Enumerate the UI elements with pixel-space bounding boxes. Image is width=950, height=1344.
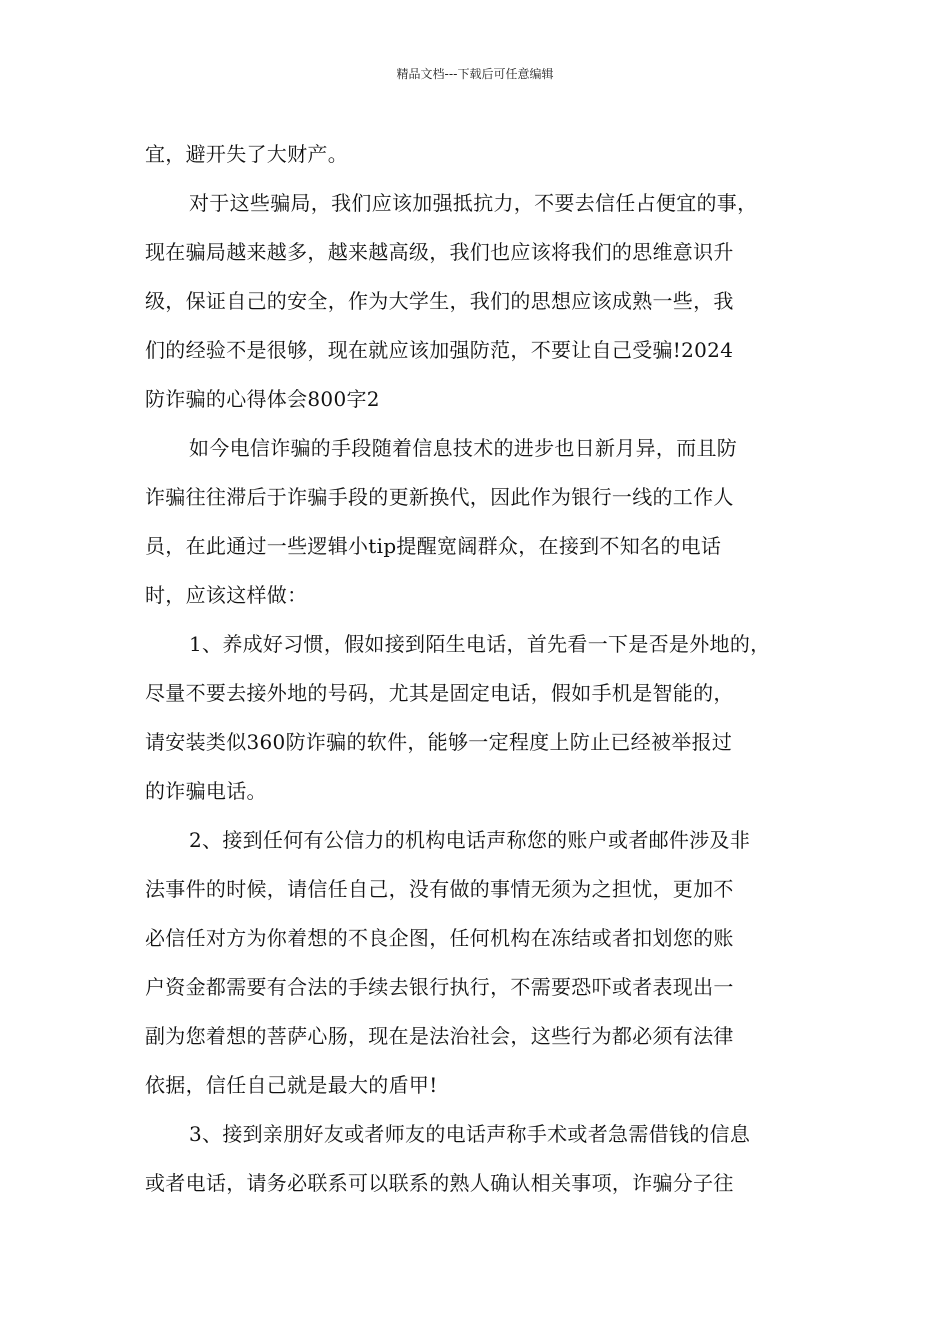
text-line-19: 副为您着想的菩萨心肠，现在是法治社会，这些行为都必须有法律	[145, 1024, 734, 1048]
text-line-17: 必信任对方为你着想的不良企图，任何机构在冻结或者扣划您的账	[145, 926, 734, 950]
text-line-18: 户资金都需要有合法的手续去银行执行，不需要恐吓或者表现出一	[145, 975, 734, 999]
text-line-7: 如今电信诈骗的手段随着信息技术的进步也日新月异，而且防	[189, 436, 738, 460]
text-line-4: 级，保证自己的安全，作为大学生，我们的思想应该成熟一些，我	[145, 289, 734, 313]
text-line-11: 1、养成好习惯，假如接到陌生电话，首先看一下是否是外地的，	[189, 632, 771, 656]
text-line-1: 宜，避开失了大财产。	[145, 142, 348, 166]
text-line-5: 们的经验不是很够，现在就应该加强防范，不要让自己受骗!2024	[145, 338, 734, 362]
text-line-3: 现在骗局越来越多，越来越高级，我们也应该将我们的思维意识升	[145, 240, 734, 264]
text-line-10: 时，应该这样做：	[145, 583, 308, 607]
text-line-20: 依据，信任自己就是最大的盾甲!	[145, 1073, 438, 1097]
text-line-8: 诈骗往往滞后于诈骗手段的更新换代，因此作为银行一线的工作人	[145, 485, 734, 509]
text-line-14: 的诈骗电话。	[145, 779, 267, 803]
text-line-16: 法事件的时候，请信任自己，没有做的事情无须为之担忧，更加不	[145, 877, 734, 901]
text-line-6: 防诈骗的心得体会800字2	[145, 387, 380, 411]
text-line-15: 2、接到任何有公信力的机构电话声称您的账户或者邮件涉及非	[189, 828, 751, 852]
document-body	[145, 130, 825, 1208]
text-line-13: 请安装类似360防诈骗的软件，能够一定程度上防止已经被举报过	[145, 730, 733, 754]
text-line-9: 员，在此通过一些逻辑小tip提醒宽阔群众，在接到不知名的电话	[145, 534, 722, 558]
page-header: 精品文档---下载后可任意编辑	[396, 67, 554, 81]
text-line-12: 尽量不要去接外地的号码，尤其是固定电话，假如手机是智能的，	[145, 681, 734, 705]
text-line-2: 对于这些骗局，我们应该加强抵抗力，不要去信任占便宜的事，	[189, 191, 758, 215]
text-line-21: 3、接到亲朋好友或者师友的电话声称手术或者急需借钱的信息	[189, 1122, 751, 1146]
text-line-22: 或者电话，请务必联系可以联系的熟人确认相关事项，诈骗分子往	[145, 1171, 734, 1195]
